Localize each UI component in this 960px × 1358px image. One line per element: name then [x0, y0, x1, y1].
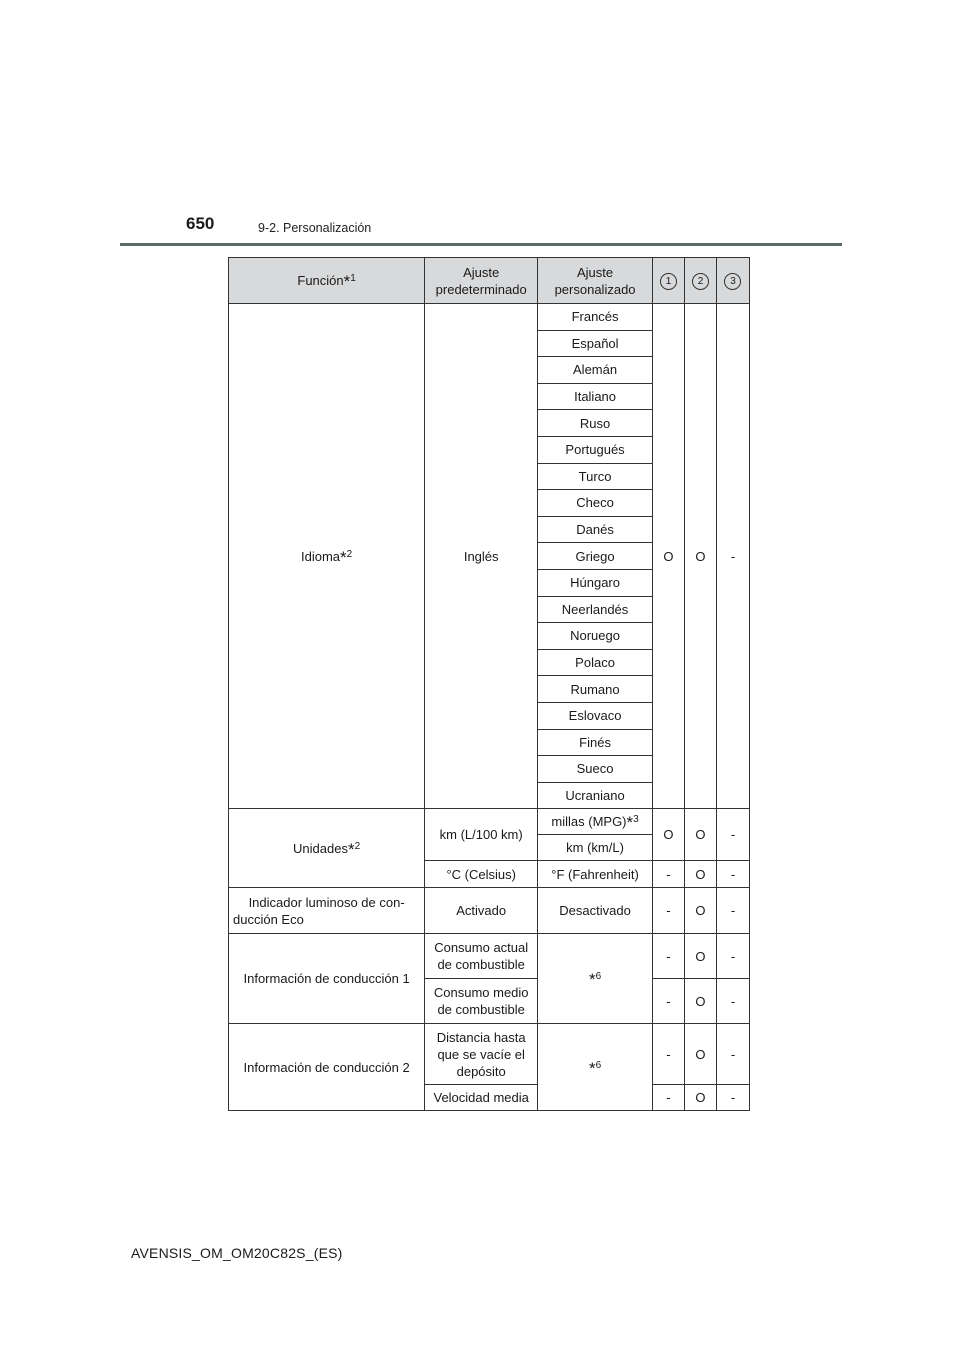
info2-default-1: Distancia hasta que se vacíe el depósito: [425, 1024, 538, 1085]
language-option: Italiano: [538, 383, 653, 410]
footnote-marker: *6: [588, 970, 602, 990]
header-col-3: 3: [716, 258, 749, 304]
idioma-default: Inglés: [425, 304, 538, 809]
language-option: Noruego: [538, 623, 653, 650]
unidades-default-1: km (L/100 km): [425, 809, 538, 861]
language-option: Turco: [538, 463, 653, 490]
info2-default-2: Velocidad media: [425, 1085, 538, 1111]
unidades-1-col-1: O: [652, 809, 684, 861]
language-option: Polaco: [538, 649, 653, 676]
eco-col-3: -: [716, 888, 749, 934]
unidades-2-col-3: -: [716, 861, 749, 888]
header-col-1: 1: [652, 258, 684, 304]
unidades-2-col-2: O: [684, 861, 716, 888]
eco-label: Indicador luminoso de con-ducción Eco: [229, 888, 425, 934]
info1-2-col-1: -: [652, 979, 684, 1024]
language-option: Finés: [538, 729, 653, 756]
table-row: [229, 934, 750, 979]
language-option: Sueco: [538, 756, 653, 783]
info2-2-col-3: -: [716, 1085, 749, 1111]
page-number: 650: [186, 214, 215, 233]
info2-1-col-2: O: [684, 1024, 716, 1085]
language-option: Ucraniano: [538, 782, 653, 809]
eco-default: Activado: [425, 888, 538, 934]
table-row: [229, 1024, 750, 1085]
language-option: Griego: [538, 543, 653, 570]
language-option: Español: [538, 330, 653, 357]
unidades-default-2: °C (Celsius): [425, 861, 538, 888]
info1-1-col-3: -: [716, 934, 749, 979]
header-divider: [120, 243, 842, 246]
footnote-marker: *1: [343, 272, 356, 291]
unidades-custom-a: millas (MPG)$^{*^3}$: [538, 809, 653, 835]
info2-2-col-1: -: [652, 1085, 684, 1111]
eco-col-2: O: [684, 888, 716, 934]
info1-1-col-2: O: [684, 934, 716, 979]
language-option: Alemán: [538, 357, 653, 384]
document-code: AVENSIS_OM_OM20C82S_(ES): [131, 1245, 343, 1261]
language-option: Checo: [538, 490, 653, 517]
info2-custom: [538, 1024, 653, 1111]
info1-default-1: Consumo actual de combustible: [425, 934, 538, 979]
language-option: Húngaro: [538, 569, 653, 596]
info1-label: Información de conducción 1: [229, 934, 425, 1024]
info1-1-col-1: -: [652, 934, 684, 979]
table-row: [229, 888, 750, 934]
info1-2-col-3: -: [716, 979, 749, 1024]
footnote-marker: *3: [626, 813, 639, 833]
info2-label: Información de conducción 2: [229, 1024, 425, 1111]
info2-1-col-1: -: [652, 1024, 684, 1085]
table-row: [229, 809, 750, 835]
info1-2-col-2: O: [684, 979, 716, 1024]
unidades-1-col-2: O: [684, 809, 716, 861]
header-function: Función$^{*^1}$: [229, 258, 425, 304]
language-option: Francés: [538, 304, 653, 331]
language-option: Portugués: [538, 436, 653, 463]
language-option: Neerlandés: [538, 596, 653, 623]
unidades-2-col-1: -: [652, 861, 684, 888]
header-custom: Ajuste personalizado: [538, 258, 653, 304]
info2-2-col-2: O: [684, 1085, 716, 1111]
header-default: Ajuste predeterminado: [425, 258, 538, 304]
unidades-1-col-3: -: [716, 809, 749, 861]
idioma-col-3: -: [716, 304, 749, 809]
language-option: Rumano: [538, 676, 653, 703]
table-row: [229, 304, 750, 331]
eco-custom: Desactivado: [538, 888, 653, 934]
language-option: Eslovaco: [538, 702, 653, 729]
table-header-row: [229, 258, 750, 304]
language-option: Danés: [538, 516, 653, 543]
header-col-2: 2: [684, 258, 716, 304]
footnote-marker: *2: [340, 547, 353, 567]
eco-col-1: -: [652, 888, 684, 934]
language-option: Ruso: [538, 410, 653, 437]
footnote-marker: *6: [588, 1058, 602, 1078]
customization-table: [228, 257, 750, 1111]
idioma-label: Idioma$^{*^2}$: [229, 304, 425, 809]
unidades-custom-2: °F (Fahrenheit): [538, 861, 653, 888]
info1-custom: [538, 934, 653, 1024]
info2-1-col-3: -: [716, 1024, 749, 1085]
footnote-marker: *2: [347, 839, 361, 859]
idioma-col-1: O: [652, 304, 684, 809]
idioma-col-2: O: [684, 304, 716, 809]
info1-default-2: Consumo medio de combustible: [425, 979, 538, 1024]
unidades-custom-b: km (km/L): [538, 835, 653, 861]
unidades-label: Unidades$^{*^2}$: [229, 809, 425, 888]
section-title: 9-2. Personalización: [258, 221, 372, 235]
